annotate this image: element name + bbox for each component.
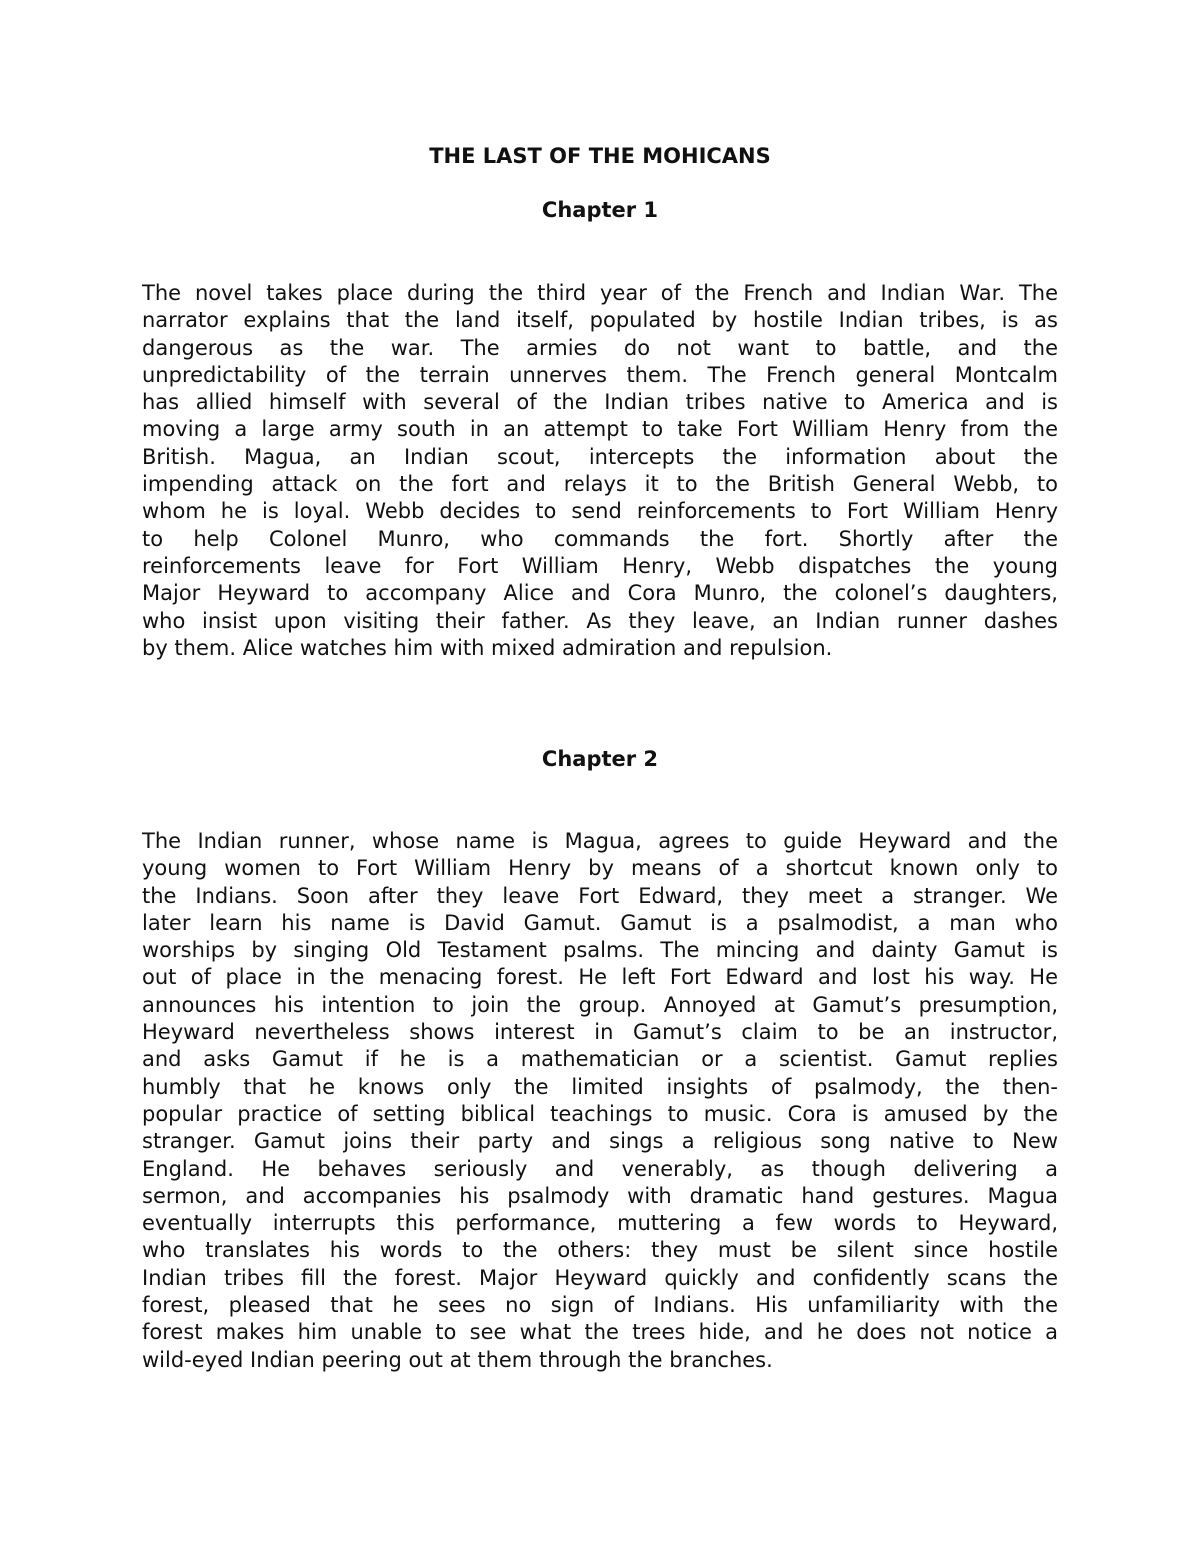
paragraph-line: out of place in the menacing forest. He left Fort Edward and lost his way. He xyxy=(142,965,1058,990)
paragraph-line: Heyward nevertheless shows interest in Gamut’s claim to be an instructor, xyxy=(142,1020,1058,1045)
paragraph-line: to help Colonel Munro, who commands the fort. Shortly after the xyxy=(142,526,1058,551)
paragraph-line: forest, pleased that he sees no sign of Indians. His unfamiliarity with the xyxy=(142,1293,1058,1318)
chapter-1-heading: Chapter 1 xyxy=(541,198,659,222)
paragraph-line: stranger. Gamut joins their party and sings a religious song native to New xyxy=(142,1129,1058,1154)
paragraph-line: and asks Gamut if he is a mathematician or a scientist. Gamut replies xyxy=(142,1047,1058,1072)
paragraph-line: humbly that he knows only the limited insights of psalmody, the then- xyxy=(142,1074,1058,1099)
paragraph-line: The Indian runner, whose name is Magua, agrees to guide Heyward and the xyxy=(142,829,1058,853)
paragraph-line: who translates his words to the others: they must be silent since hostile xyxy=(142,1238,1058,1263)
paragraph-line: whom he is loyal. Webb decides to send reinforcements to Fort William Henry xyxy=(142,499,1058,524)
paragraph-line: eventually interrupts this performance, muttering a few words to Heyward, xyxy=(142,1211,1058,1236)
paragraph-line: by them. Alice watches him with mixed admiration and repulsion. xyxy=(142,635,833,660)
paragraph-line: announces his intention to join the group. Annoyed at Gamut’s presumption, xyxy=(142,992,1058,1017)
paragraph-line: who insist upon visiting their father. As they leave, an Indian runner dashes xyxy=(142,608,1058,633)
paragraph-line: forest makes him unable to see what the trees hide, and he does not notice a xyxy=(142,1320,1058,1345)
paragraph-line: wild-eyed Indian peering out at them through the branches. xyxy=(142,1347,773,1372)
paragraph-line: later learn his name is David Gamut. Gamut is a psalmodist, a man who xyxy=(142,910,1058,935)
paragraph-line: the Indians. Soon after they leave Fort Edward, they meet a stranger. We xyxy=(142,883,1058,908)
paragraph-line: popular practice of setting biblical teachings to music. Cora is amused by the xyxy=(142,1101,1058,1126)
paragraph-line: Indian tribes fill the forest. Major Heyward quickly and confidently scans the xyxy=(142,1265,1058,1290)
paragraph-line: unpredictability of the terrain unnerves them. The French general Montcalm xyxy=(142,362,1058,387)
chapter-1-paragraph xyxy=(142,280,1058,662)
chapter-2-paragraph xyxy=(142,828,1058,1374)
paragraph-line: worships by singing Old Testament psalms. The mincing and dainty Gamut is xyxy=(142,938,1058,963)
paragraph-line: The novel takes place during the third year of the French and Indian War. The xyxy=(142,281,1058,305)
paragraph-line: moving a large army south in an attempt to take Fort William Henry from the xyxy=(142,417,1058,442)
paragraph-line: reinforcements leave for Fort William Henry, Webb dispatches the young xyxy=(142,553,1058,578)
chapter-2-heading: Chapter 2 xyxy=(541,747,659,771)
paragraph-line: dangerous as the war. The armies do not want to battle, and the xyxy=(142,335,1058,360)
paragraph-line: Major Heyward to accompany Alice and Cora Munro, the colonel’s daughters, xyxy=(142,581,1058,606)
paragraph-line: England. He behaves seriously and venerably, as though delivering a xyxy=(142,1156,1058,1181)
paragraph-line: has allied himself with several of the Indian tribes native to America and is xyxy=(142,390,1058,415)
paragraph-line: British. Magua, an Indian scout, intercepts the information about the xyxy=(142,444,1058,469)
paragraph-line: sermon, and accompanies his psalmody with dramatic hand gestures. Magua xyxy=(142,1183,1058,1208)
document-title: THE LAST OF THE MOHICANS xyxy=(429,144,771,168)
paragraph-line: young women to Fort William Henry by means of a shortcut known only to xyxy=(142,856,1058,881)
paragraph-line: impending attack on the fort and relays it to the British General Webb, to xyxy=(142,472,1058,497)
paragraph-line: narrator explains that the land itself, populated by hostile Indian tribes, is as xyxy=(142,308,1058,333)
